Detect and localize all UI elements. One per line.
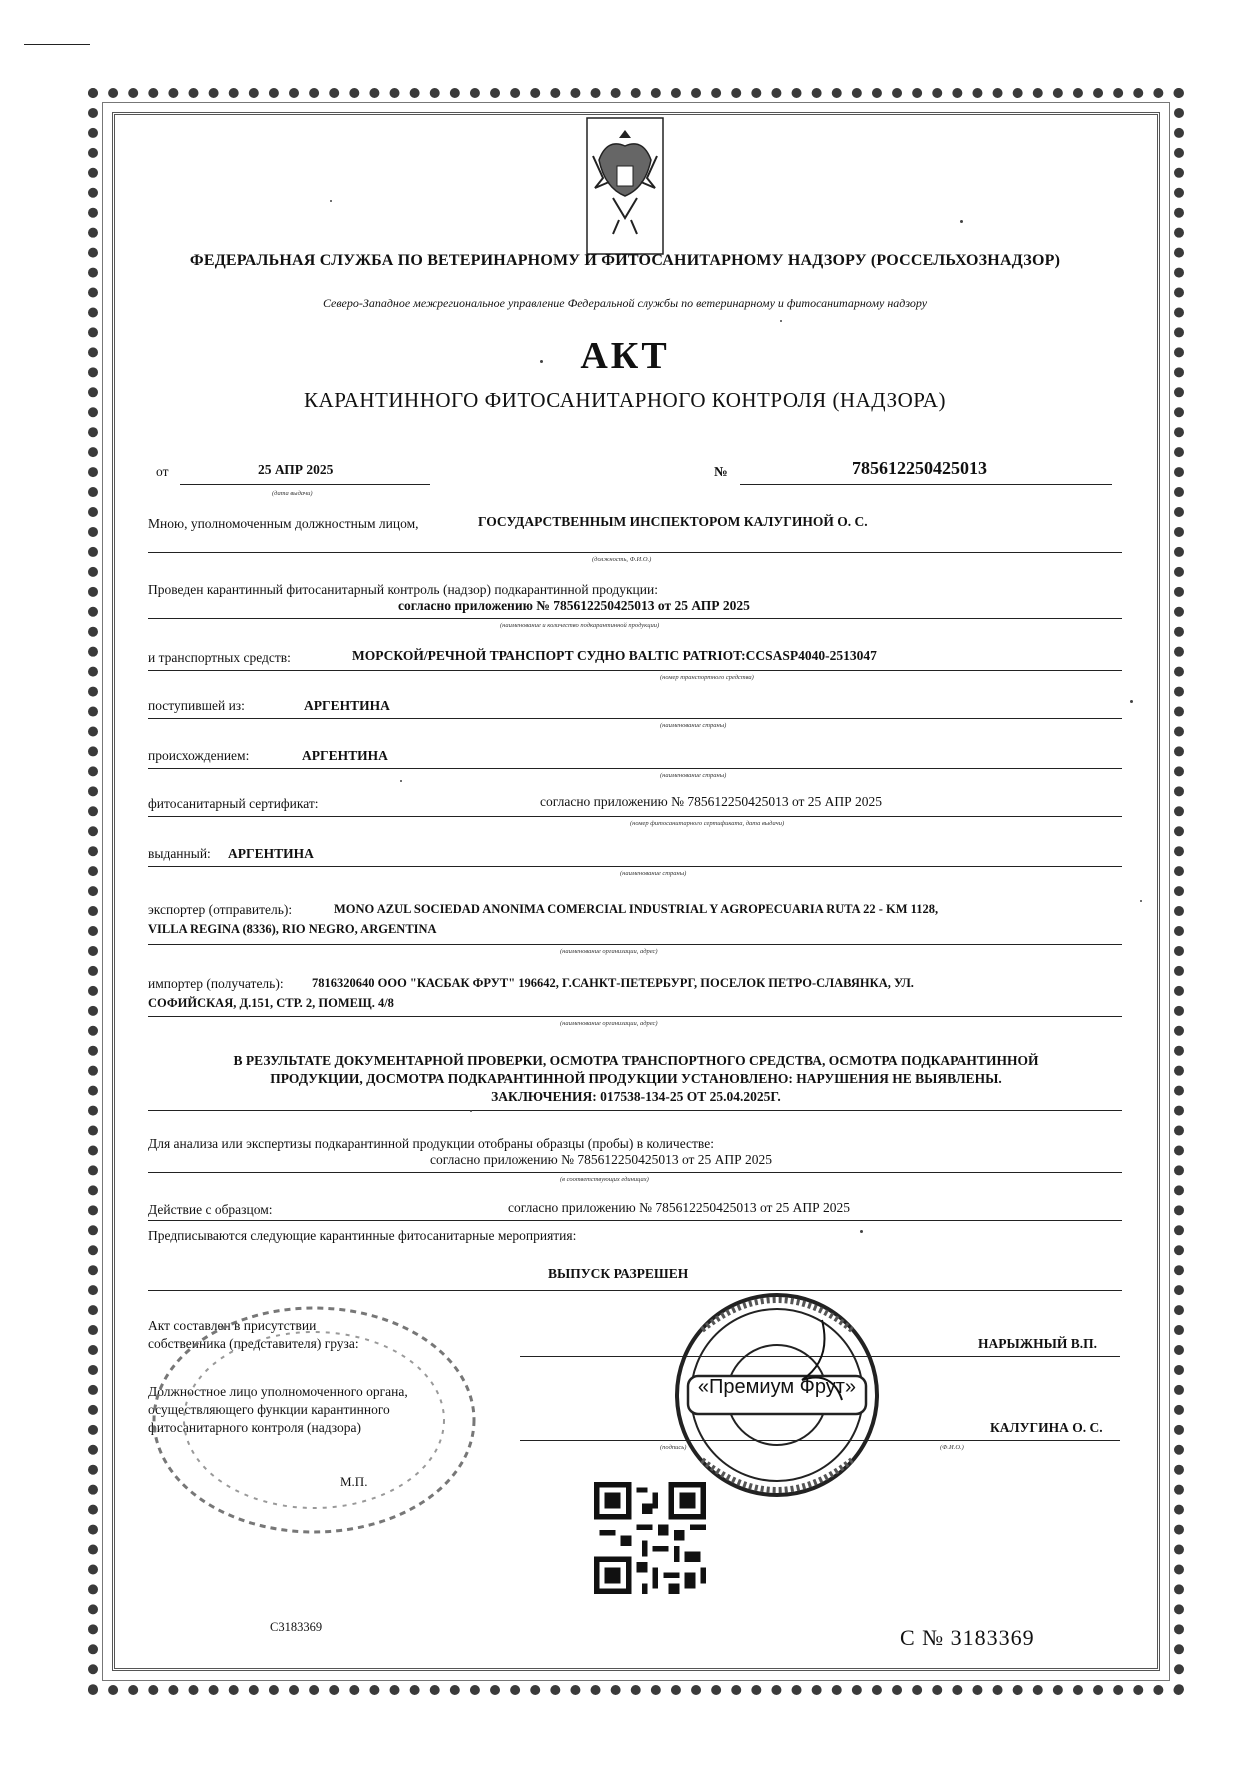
document-subtitle: КАРАНТИННОГО ФИТОСАНИТАРНОГО КОНТРОЛЯ (НАДЗОРА) [304,388,946,412]
inspector-label: Мною, уполномоченным должностным лицом, [148,516,419,531]
official-label-3: фитосанитарного контроля (надзора) [148,1420,362,1435]
importer-line2: СОФИЙСКАЯ, Д.151, СТР. 2, ПОМЕЩ. 4/8 [148,996,394,1010]
transport-label: и транспортных средств: [148,650,291,665]
samples-label: Для анализа или экспертизы подкарантинной продукции отобраны образцы (пробы) в количестве: [148,1136,714,1151]
action-value: согласно приложению № 785612250425013 от 25 АПР 2025 [508,1200,851,1215]
certificate-value: согласно приложению № 785612250425013 от 25 АПР 2025 [540,794,883,809]
exporter-label: экспортер (отправитель): [148,902,293,917]
official-seal-icon [144,1300,484,1540]
date-label: от [156,464,169,479]
importer-line1: 7816320640 ООО "КАСБАК ФРУТ" 196642, Г.САНКТ-ПЕТЕРБУРГ, ПОСЕЛОК ПЕТРО-СЛАВЯНКА, УЛ. [312,976,914,990]
certificate-label: фитосанитарный сертификат: [148,796,319,811]
stamp-company-name: «Премиум Фрут» [697,1376,857,1398]
corner-mark [24,44,90,45]
exporter-line2: VILLA REGINA (8336), RIO NEGRO, ARGENTINA [148,922,437,936]
action-label: Действие с образцом: [148,1202,273,1217]
agency-name: ФЕДЕРАЛЬНАЯ СЛУЖБА ПО ВЕТЕРИНАРНОМУ И ФИТОСАНИТАРНОМУ НАДЗОРУ (РОССЕЛЬХОЗНАДЗОР) [189,252,1061,269]
exporter-line1: MONO AZUL SOCIEDAD ANONIMA COMERCIAL INDUSTRIAL Y AGROPECUARIA RUTA 22 - KM 1128, [334,902,939,916]
official-label-1: Должностное лицо уполномоченного органа, [148,1384,408,1399]
regional-office: Северо-Западное межрегиональное управление Федеральной службы по ветеринарному и фитосанитарному надзору [322,296,928,310]
official-name: КАЛУГИНА О. С. [990,1420,1103,1435]
conclusion-line-2: ПРОДУКЦИИ, ДОСМОТРА ПОДКАРАНТИННОЙ ПРОДУКЦИИ УСТАНОВЛЕНО: НАРУШЕНИЯ НЕ ВЫЯВЛЕНЫ. [270,1071,1002,1086]
number-label: № [714,464,728,479]
conclusion-line-1: В РЕЗУЛЬТАТЕ ДОКУМЕНТАРНОЙ ПРОВЕРКИ, ОСМОТРА ТРАНСПОРТНОГО СРЕДСТВА, ОСМОТРА ПОДКАРАНТИННОЙ [233,1053,1039,1068]
coat-of-arms-icon [585,116,665,256]
received-from-value: АРГЕНТИНА [304,698,390,713]
serial-number-right: С № 3183369 [900,1625,1035,1650]
control-value: согласно приложению № 785612250425013 от 25 АПР 2025 [398,598,750,613]
serial-number-left: С3183369 [270,1620,323,1634]
origin-label: происхождением: [148,748,250,763]
seal-place-label: М.П. [340,1474,368,1489]
owner-name: НАРЫЖНЫЙ В.П. [978,1336,1097,1351]
origin-value: АРГЕНТИНА [302,748,388,763]
act-number: 785612250425013 [852,458,987,478]
document-title: АКТ [580,335,670,377]
transport-value: МОРСКОЙ/РЕЧНОЙ ТРАНСПОРТ СУДНО BALTIC PATRIOT:CCSASP4040-2513047 [352,648,877,663]
owner-label-1: Акт составлен в присутствии [148,1318,317,1333]
inspector-name: ГОСУДАРСТВЕННЫМ ИНСПЕКТОРОМ КАЛУГИНОЙ О. С. [478,514,868,529]
issued-value: АРГЕНТИНА [228,846,314,861]
samples-value: согласно приложению № 785612250425013 от 25 АПР 2025 [430,1152,773,1167]
issued-label: выданный: [148,846,211,861]
qr-code-icon [594,1482,706,1594]
inspection-conclusion [146,1052,1126,1106]
measures-label: Предписываются следующие карантинные фитосанитарные мероприятия: [148,1228,577,1243]
conclusion-line-3: ЗАКЛЮЧЕНИЯ: 017538-134-25 ОТ 25.04.2025Г. [491,1089,781,1104]
official-label-2: осуществляющего функции карантинного [148,1402,390,1417]
importer-label: импортер (получатель): [148,976,284,991]
received-from-label: поступившей из: [148,698,245,713]
measures-value: ВЫПУСК РАЗРЕШЕН [548,1266,689,1281]
act-date: 25 АПР 2025 [258,462,334,477]
control-label: Проведен карантинный фитосанитарный контроль (надзор) подкарантинной продукции: [148,582,658,597]
owner-label-2: собственника (представителя) груза: [148,1336,359,1351]
